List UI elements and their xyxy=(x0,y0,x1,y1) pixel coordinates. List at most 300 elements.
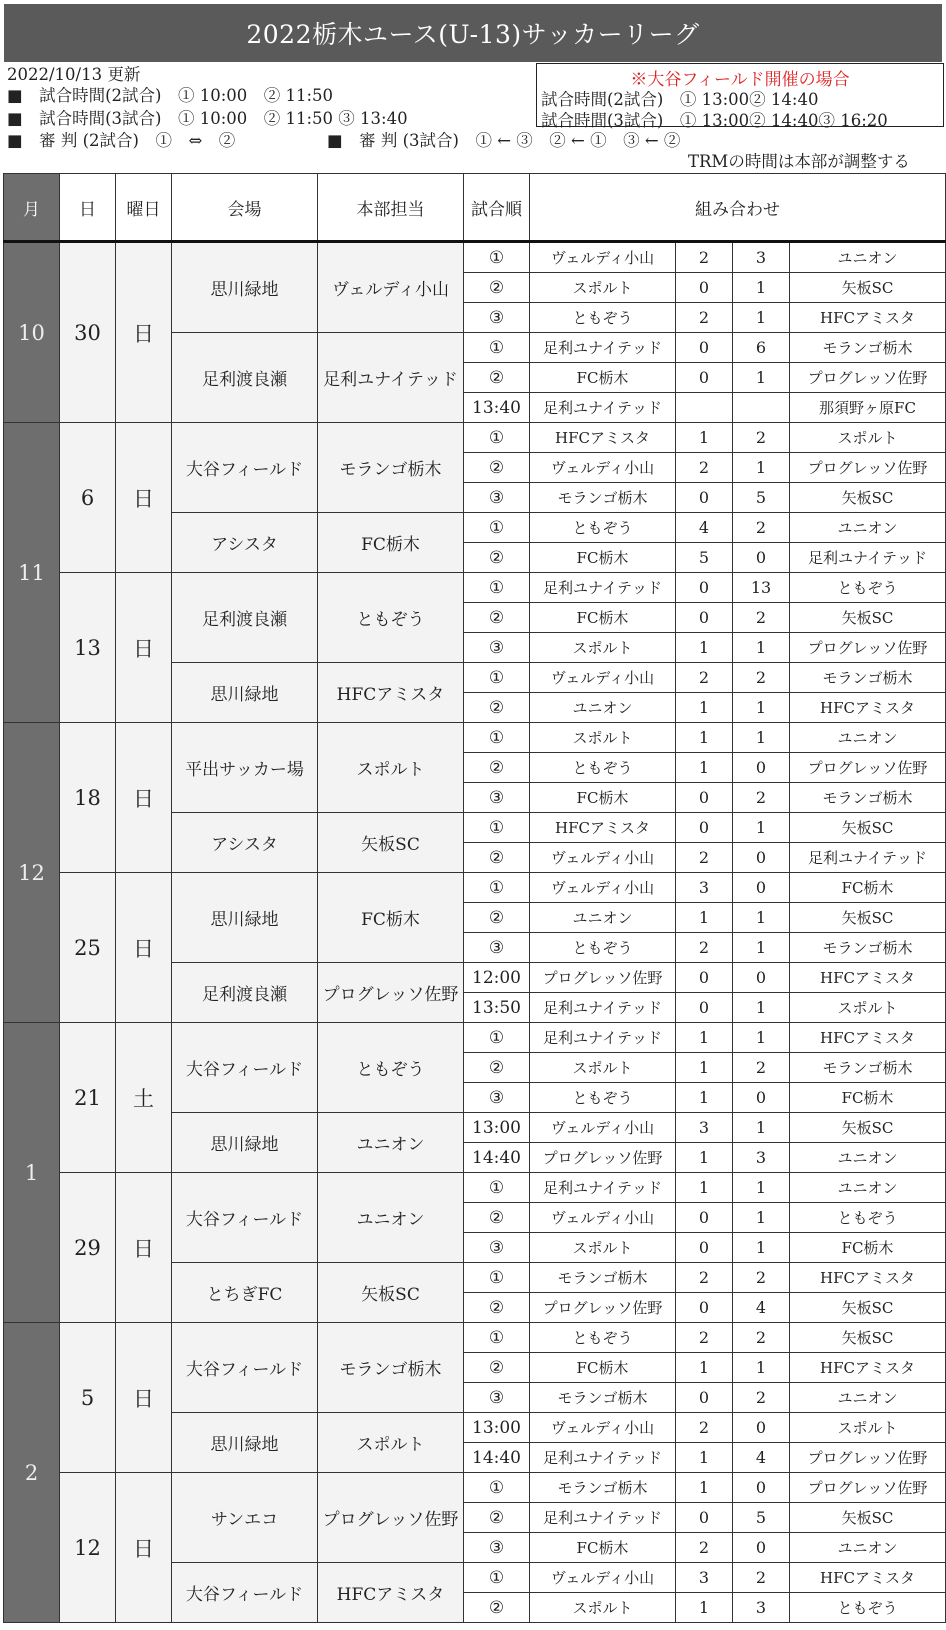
match-order: ③ xyxy=(464,483,530,513)
home-team: ヴェルディ小山 xyxy=(530,453,676,483)
ootani-time-2games: 試合時間(2試合) ① 13:00② 14:40 xyxy=(541,90,819,109)
away-score: 0 xyxy=(733,1083,790,1113)
venue-cell: 思川緑地 xyxy=(172,1113,318,1173)
home-team: ともぞう xyxy=(530,1323,676,1353)
host-cell: ヴェルディ小山 xyxy=(318,242,464,333)
home-team: ヴェルディ小山 xyxy=(530,873,676,903)
home-team: スポルト xyxy=(530,1593,676,1623)
home-team: スポルト xyxy=(530,1053,676,1083)
home-score: 0 xyxy=(676,603,733,633)
weekday-cell: 日 xyxy=(116,723,172,873)
home-team: HFCアミスタ xyxy=(530,423,676,453)
away-score: 2 xyxy=(733,513,790,543)
table-row xyxy=(4,242,946,273)
away-score: 3 xyxy=(733,1593,790,1623)
match-order: ② xyxy=(464,1203,530,1233)
column-header-matchup: 組み合わせ xyxy=(530,174,946,242)
home-team: FC栃木 xyxy=(530,1353,676,1383)
host-cell: プログレッソ佐野 xyxy=(318,963,464,1023)
home-team: 足利ユナイテッド xyxy=(530,573,676,603)
home-score: 5 xyxy=(676,543,733,573)
away-score: 4 xyxy=(733,1293,790,1323)
home-team: ユニオン xyxy=(530,693,676,723)
match-order: 14:40 xyxy=(464,1143,530,1173)
away-team: スポルト xyxy=(790,993,946,1023)
weekday-cell: 日 xyxy=(116,1323,172,1473)
away-team: HFCアミスタ xyxy=(790,963,946,993)
host-cell: 足利ユナイテッド xyxy=(318,333,464,423)
home-score: 1 xyxy=(676,903,733,933)
home-team: FC栃木 xyxy=(530,543,676,573)
home-team: プログレッソ佐野 xyxy=(530,963,676,993)
away-team: プログレッソ佐野 xyxy=(790,363,946,393)
away-score: 3 xyxy=(733,242,790,273)
match-order: 12:00 xyxy=(464,963,530,993)
weekday-cell: 土 xyxy=(116,1023,172,1173)
home-team: FC栃木 xyxy=(530,783,676,813)
home-score: 0 xyxy=(676,1383,733,1413)
away-score: 1 xyxy=(733,303,790,333)
home-score: 4 xyxy=(676,513,733,543)
away-score: 2 xyxy=(733,1383,790,1413)
match-order: ② xyxy=(464,1053,530,1083)
column-header-venue: 会場 xyxy=(172,174,318,242)
venue-cell: とちぎFC xyxy=(172,1263,318,1323)
away-team: ユニオン xyxy=(790,1143,946,1173)
home-score: 2 xyxy=(676,303,733,333)
away-score: 3 xyxy=(733,1143,790,1173)
home-team: ヴェルディ小山 xyxy=(530,1203,676,1233)
home-team: スポルト xyxy=(530,273,676,303)
weekday-cell: 日 xyxy=(116,573,172,723)
away-team: モランゴ栃木 xyxy=(790,933,946,963)
home-team: ヴェルディ小山 xyxy=(530,242,676,273)
home-score: 2 xyxy=(676,1413,733,1443)
venue-cell: 思川緑地 xyxy=(172,663,318,723)
match-order: ② xyxy=(464,753,530,783)
match-order: ① xyxy=(464,1323,530,1353)
away-team: 矢板SC xyxy=(790,1113,946,1143)
home-team: 足利ユナイテッド xyxy=(530,993,676,1023)
away-score: 0 xyxy=(733,963,790,993)
venue-cell: 思川緑地 xyxy=(172,242,318,333)
venue-cell: 大谷フィールド xyxy=(172,1173,318,1263)
table-row xyxy=(4,573,946,603)
home-score: 2 xyxy=(676,242,733,273)
host-cell: ともぞう xyxy=(318,573,464,663)
home-score: 0 xyxy=(676,333,733,363)
away-score: 0 xyxy=(733,1413,790,1443)
away-team: プログレッソ佐野 xyxy=(790,453,946,483)
home-score: 1 xyxy=(676,1473,733,1503)
home-score: 1 xyxy=(676,1053,733,1083)
match-order: ③ xyxy=(464,1233,530,1263)
away-team: 矢板SC xyxy=(790,273,946,303)
table-row xyxy=(4,1173,946,1203)
weekday-cell: 日 xyxy=(116,242,172,423)
away-team: ユニオン xyxy=(790,1383,946,1413)
away-team: モランゴ栃木 xyxy=(790,663,946,693)
away-score: 2 xyxy=(733,603,790,633)
home-team: ヴェルディ小山 xyxy=(530,1113,676,1143)
match-time-2games: ■ 試合時間(2試合) ① 10:00 ② 11:50 xyxy=(7,86,334,105)
home-team: スポルト xyxy=(530,1233,676,1263)
host-cell: HFCアミスタ xyxy=(318,663,464,723)
away-team: HFCアミスタ xyxy=(790,1563,946,1593)
match-order: ② xyxy=(464,273,530,303)
home-score: 0 xyxy=(676,1293,733,1323)
updated-date: 2022/10/13 更新 xyxy=(7,65,141,84)
table-header-row xyxy=(4,174,946,242)
match-order: ② xyxy=(464,363,530,393)
away-team: 那須野ヶ原FC xyxy=(790,393,946,423)
home-score: 1 xyxy=(676,693,733,723)
home-team: ヴェルディ小山 xyxy=(530,843,676,873)
away-score: 6 xyxy=(733,333,790,363)
away-score: 1 xyxy=(733,273,790,303)
home-score: 2 xyxy=(676,843,733,873)
away-team: 矢板SC xyxy=(790,603,946,633)
home-team: 足利ユナイテッド xyxy=(530,1023,676,1053)
match-order: ③ xyxy=(464,1533,530,1563)
home-team: ヴェルディ小山 xyxy=(530,663,676,693)
away-score: 2 xyxy=(733,423,790,453)
away-score xyxy=(733,393,790,423)
table-row xyxy=(4,873,946,903)
venue-cell: アシスタ xyxy=(172,813,318,873)
ootani-time-3games: 試合時間(3試合) ① 13:00② 14:40③ 16:20 xyxy=(541,111,888,130)
away-score: 1 xyxy=(733,1233,790,1263)
away-team: 足利ユナイテッド xyxy=(790,543,946,573)
away-score: 0 xyxy=(733,1473,790,1503)
referee-2games: ■ 審 判 (2試合) ① ⇔ ② xyxy=(7,131,236,150)
home-team: ユニオン xyxy=(530,903,676,933)
home-team: プログレッソ佐野 xyxy=(530,1143,676,1173)
day-cell: 18 xyxy=(60,723,116,873)
home-score: 1 xyxy=(676,1143,733,1173)
home-score: 1 xyxy=(676,723,733,753)
match-time-3games: ■ 試合時間(3試合) ① 10:00 ② 11:50 ③ 13:40 xyxy=(7,109,408,128)
away-team: 矢板SC xyxy=(790,1293,946,1323)
day-cell: 25 xyxy=(60,873,116,1023)
away-score: 5 xyxy=(733,1503,790,1533)
away-team: ユニオン xyxy=(790,1173,946,1203)
away-team: ともぞう xyxy=(790,573,946,603)
match-order: ③ xyxy=(464,783,530,813)
home-score: 1 xyxy=(676,1353,733,1383)
match-order: ② xyxy=(464,693,530,723)
away-team: 足利ユナイテッド xyxy=(790,843,946,873)
home-team: モランゴ栃木 xyxy=(530,1383,676,1413)
home-team: プログレッソ佐野 xyxy=(530,1293,676,1323)
home-team: モランゴ栃木 xyxy=(530,483,676,513)
host-cell: HFCアミスタ xyxy=(318,1563,464,1623)
match-order: ③ xyxy=(464,1383,530,1413)
away-team: ともぞう xyxy=(790,1593,946,1623)
home-score: 1 xyxy=(676,753,733,783)
away-team: 矢板SC xyxy=(790,903,946,933)
home-team: スポルト xyxy=(530,723,676,753)
home-score: 0 xyxy=(676,963,733,993)
home-team: 足利ユナイテッド xyxy=(530,333,676,363)
home-score: 0 xyxy=(676,813,733,843)
host-cell: モランゴ栃木 xyxy=(318,1323,464,1413)
home-score: 0 xyxy=(676,783,733,813)
away-score: 1 xyxy=(733,633,790,663)
column-header-order: 試合順 xyxy=(464,174,530,242)
table-row xyxy=(4,1323,946,1353)
day-cell: 5 xyxy=(60,1323,116,1473)
host-cell: 矢板SC xyxy=(318,1263,464,1323)
table-row xyxy=(4,423,946,453)
match-order: ② xyxy=(464,843,530,873)
match-order: ③ xyxy=(464,933,530,963)
away-team: プログレッソ佐野 xyxy=(790,1473,946,1503)
home-score xyxy=(676,393,733,423)
venue-cell: 思川緑地 xyxy=(172,873,318,963)
home-team: HFCアミスタ xyxy=(530,813,676,843)
away-team: スポルト xyxy=(790,1413,946,1443)
match-order: ② xyxy=(464,1503,530,1533)
home-score: 3 xyxy=(676,1563,733,1593)
venue-cell: 平出サッカー場 xyxy=(172,723,318,813)
home-team: スポルト xyxy=(530,633,676,663)
home-team: ともぞう xyxy=(530,753,676,783)
venue-cell: 大谷フィールド xyxy=(172,1023,318,1113)
table-row xyxy=(4,1023,946,1053)
away-score: 0 xyxy=(733,543,790,573)
schedule-table xyxy=(3,173,946,1623)
home-score: 1 xyxy=(676,633,733,663)
away-team: FC栃木 xyxy=(790,1083,946,1113)
away-score: 0 xyxy=(733,873,790,903)
home-score: 2 xyxy=(676,1323,733,1353)
home-score: 0 xyxy=(676,1203,733,1233)
away-team: プログレッソ佐野 xyxy=(790,633,946,663)
match-order: 13:00 xyxy=(464,1413,530,1443)
away-score: 1 xyxy=(733,453,790,483)
host-cell: FC栃木 xyxy=(318,513,464,573)
match-order: ① xyxy=(464,333,530,363)
day-cell: 12 xyxy=(60,1473,116,1623)
away-score: 0 xyxy=(733,1533,790,1563)
ootani-note-title: ※大谷フィールド開催の場合 xyxy=(630,70,850,90)
match-order: ② xyxy=(464,1593,530,1623)
month-cell: 12 xyxy=(4,723,60,1023)
away-score: 0 xyxy=(733,753,790,783)
home-team: モランゴ栃木 xyxy=(530,1263,676,1293)
weekday-cell: 日 xyxy=(116,1173,172,1323)
away-score: 1 xyxy=(733,903,790,933)
column-header-host: 本部担当 xyxy=(318,174,464,242)
home-score: 1 xyxy=(676,1593,733,1623)
column-header-day: 日 xyxy=(60,174,116,242)
home-score: 1 xyxy=(676,423,733,453)
away-team: HFCアミスタ xyxy=(790,1263,946,1293)
month-cell: 10 xyxy=(4,242,60,423)
referee-3games: ■ 審 判 (3試合) ① ← ③ ② ← ① ③ ← ② xyxy=(327,131,681,150)
away-score: 1 xyxy=(733,813,790,843)
match-order: 14:40 xyxy=(464,1443,530,1473)
away-team: プログレッソ佐野 xyxy=(790,753,946,783)
venue-cell: 思川緑地 xyxy=(172,1413,318,1473)
home-score: 3 xyxy=(676,873,733,903)
venue-cell: 足利渡良瀬 xyxy=(172,333,318,423)
away-score: 2 xyxy=(733,663,790,693)
match-order: ① xyxy=(464,1263,530,1293)
away-score: 2 xyxy=(733,1323,790,1353)
day-cell: 13 xyxy=(60,573,116,723)
match-order: ② xyxy=(464,543,530,573)
away-score: 2 xyxy=(733,783,790,813)
home-team: ともぞう xyxy=(530,513,676,543)
away-team: HFCアミスタ xyxy=(790,693,946,723)
match-order: ③ xyxy=(464,303,530,333)
match-order: ② xyxy=(464,1353,530,1383)
away-score: 1 xyxy=(733,993,790,1023)
home-score: 1 xyxy=(676,1023,733,1053)
away-score: 1 xyxy=(733,363,790,393)
match-order: ③ xyxy=(464,633,530,663)
away-score: 1 xyxy=(733,693,790,723)
match-order: ① xyxy=(464,723,530,753)
home-team: ともぞう xyxy=(530,1083,676,1113)
weekday-cell: 日 xyxy=(116,423,172,573)
match-order: ② xyxy=(464,903,530,933)
page-title: 2022栃木ユース(U-13)サッカーリーグ xyxy=(4,4,942,62)
away-score: 2 xyxy=(733,1563,790,1593)
match-order: ① xyxy=(464,1473,530,1503)
home-score: 0 xyxy=(676,573,733,603)
home-team: FC栃木 xyxy=(530,363,676,393)
home-team: 足利ユナイテッド xyxy=(530,393,676,423)
home-score: 2 xyxy=(676,1263,733,1293)
away-score: 1 xyxy=(733,933,790,963)
away-team: FC栃木 xyxy=(790,1233,946,1263)
home-score: 1 xyxy=(676,1173,733,1203)
away-team: モランゴ栃木 xyxy=(790,1053,946,1083)
match-order: ① xyxy=(464,813,530,843)
home-score: 0 xyxy=(676,273,733,303)
away-score: 2 xyxy=(733,1053,790,1083)
day-cell: 30 xyxy=(60,242,116,423)
home-team: FC栃木 xyxy=(530,1533,676,1563)
weekday-cell: 日 xyxy=(116,1473,172,1623)
home-score: 3 xyxy=(676,1113,733,1143)
venue-cell: 足利渡良瀬 xyxy=(172,573,318,663)
column-header-dow: 曜日 xyxy=(116,174,172,242)
home-team: FC栃木 xyxy=(530,603,676,633)
match-order: ② xyxy=(464,453,530,483)
match-order: ① xyxy=(464,573,530,603)
weekday-cell: 日 xyxy=(116,873,172,1023)
away-team: 矢板SC xyxy=(790,813,946,843)
away-score: 1 xyxy=(733,1113,790,1143)
host-cell: ユニオン xyxy=(318,1113,464,1173)
away-team: HFCアミスタ xyxy=(790,1023,946,1053)
match-order: ② xyxy=(464,603,530,633)
away-team: ユニオン xyxy=(790,1533,946,1563)
host-cell: FC栃木 xyxy=(318,873,464,963)
home-score: 2 xyxy=(676,663,733,693)
away-team: HFCアミスタ xyxy=(790,303,946,333)
home-score: 1 xyxy=(676,1443,733,1473)
home-score: 0 xyxy=(676,1503,733,1533)
day-cell: 6 xyxy=(60,423,116,573)
match-order: ③ xyxy=(464,1083,530,1113)
host-cell: スポルト xyxy=(318,723,464,813)
away-score: 1 xyxy=(733,1203,790,1233)
table-row xyxy=(4,1473,946,1503)
home-score: 1 xyxy=(676,1083,733,1113)
away-score: 1 xyxy=(733,1173,790,1203)
match-order: ① xyxy=(464,663,530,693)
home-team: ヴェルディ小山 xyxy=(530,1413,676,1443)
match-order: 13:50 xyxy=(464,993,530,1023)
home-team: ともぞう xyxy=(530,303,676,333)
host-cell: 矢板SC xyxy=(318,813,464,873)
away-score: 13 xyxy=(733,573,790,603)
away-score: 2 xyxy=(733,1263,790,1293)
home-score: 2 xyxy=(676,933,733,963)
home-score: 0 xyxy=(676,483,733,513)
venue-cell: 足利渡良瀬 xyxy=(172,963,318,1023)
away-score: 4 xyxy=(733,1443,790,1473)
away-team: ともぞう xyxy=(790,1203,946,1233)
match-order: ① xyxy=(464,873,530,903)
month-cell: 11 xyxy=(4,423,60,723)
venue-cell: 大谷フィールド xyxy=(172,423,318,513)
match-order: ① xyxy=(464,1023,530,1053)
away-score: 5 xyxy=(733,483,790,513)
home-team: モランゴ栃木 xyxy=(530,1473,676,1503)
venue-cell: サンエコ xyxy=(172,1473,318,1563)
trm-note: TRMの時間は本部が調整する xyxy=(688,152,910,171)
home-team: ともぞう xyxy=(530,933,676,963)
away-team: スポルト xyxy=(790,423,946,453)
home-team: ヴェルディ小山 xyxy=(530,1563,676,1593)
away-team: 矢板SC xyxy=(790,483,946,513)
away-team: ユニオン xyxy=(790,242,946,273)
home-score: 0 xyxy=(676,363,733,393)
home-team: 足利ユナイテッド xyxy=(530,1173,676,1203)
match-order: ① xyxy=(464,513,530,543)
away-team: モランゴ栃木 xyxy=(790,783,946,813)
match-order: 13:40 xyxy=(464,393,530,423)
home-team: 足利ユナイテッド xyxy=(530,1443,676,1473)
month-cell: 1 xyxy=(4,1023,60,1323)
match-order: ① xyxy=(464,242,530,273)
away-team: ユニオン xyxy=(790,513,946,543)
host-cell: ユニオン xyxy=(318,1173,464,1263)
month-cell: 2 xyxy=(4,1323,60,1623)
home-score: 0 xyxy=(676,1233,733,1263)
home-team: 足利ユナイテッド xyxy=(530,1503,676,1533)
day-cell: 21 xyxy=(60,1023,116,1173)
host-cell: プログレッソ佐野 xyxy=(318,1473,464,1563)
away-team: FC栃木 xyxy=(790,873,946,903)
match-order: ① xyxy=(464,1563,530,1593)
away-team: 矢板SC xyxy=(790,1323,946,1353)
host-cell: モランゴ栃木 xyxy=(318,423,464,513)
away-score: 1 xyxy=(733,723,790,753)
match-order: ② xyxy=(464,1293,530,1323)
ootani-field-note xyxy=(536,63,944,130)
venue-cell: 大谷フィールド xyxy=(172,1563,318,1623)
home-score: 2 xyxy=(676,1533,733,1563)
host-cell: ともぞう xyxy=(318,1023,464,1113)
match-order: ① xyxy=(464,423,530,453)
